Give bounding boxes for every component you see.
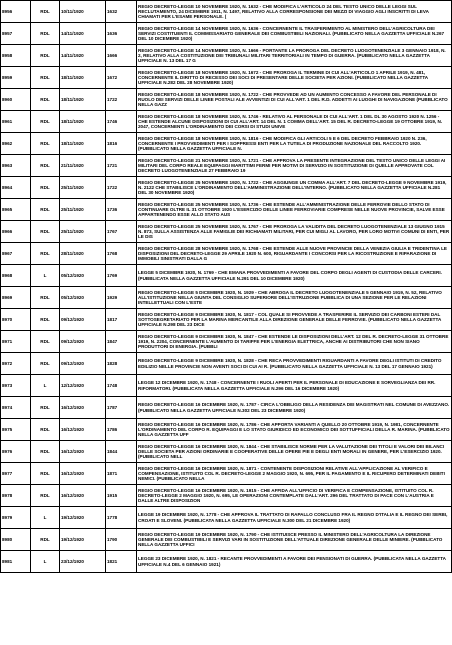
table-row [1, 45, 452, 67]
row-description: REGIO DECRETO-LEGGE 16 DICEMBRE 1920, N. 1844 - CHE STABILISCE NORME PER LA VALUTAZIONE DEI TITOLI E VALORI DEI BILANCI DELLE SOCIETA PER AZIONI ORDINARIE E COOPERATIVE DELLE OPERE PIE E DEGLI ENTI MORALI IN GENERE, PER L'ESERCIZIO 1920. (PUBBLICATO NELL [137, 441, 452, 463]
row-number: 1929 [106, 287, 137, 309]
row-date: 19/12/1920 [60, 529, 106, 551]
row-type: RDL [31, 133, 60, 155]
row-number: 1871 [106, 463, 137, 485]
row-type: RDL [31, 45, 60, 67]
row-type: RDL [31, 331, 60, 353]
row-date: 14/11/1920 [60, 45, 106, 67]
table-row [1, 23, 452, 45]
row-id: 8962 [1, 133, 31, 155]
row-id: 8956 [1, 1, 31, 23]
table-row [1, 441, 452, 463]
row-date: 10/11/1920 [60, 1, 106, 23]
row-type: RDL [31, 419, 60, 441]
row-id: 8974 [1, 397, 31, 419]
row-id: 8978 [1, 485, 31, 507]
row-number: 1722 [106, 89, 137, 111]
row-description: REGIO DECRETO-LEGGE 25 NOVEMBRE 1920, N. 1722 - CHE AGGIUNGE UN COMMA ALL'ART. 7 DEL DECRETO-LEGGE 9 NOVEMBRE 1919, N. 2122 CHE STABILISCE L'ORDINAMENTO DELL'AMMINISTRAZIONE DELL'INTERNO. (PUBBLICATO NELLA GAZZETTA UFFICIALE N.281 DEL 30 NOVEMBRE 1920) [137, 177, 452, 199]
row-type: RDL [31, 199, 60, 221]
row-description: REGIO DECRETO-LEGGE 10 NOVEMBRE 1920, N. 1632 - CHE MODIFICA L'ARTICOLO 24 DEL TESTO UNICO DELLE LEGGI SUL RECLUTAMENTO, 24 DICEMBRE 1911, N. 1497, RELATIVO ALLA CORRESPONSIONE DEI MEZZI DI VIAGGIO AGLI INSCRITTI DI LEVA CHIAMATI PER L'ESAME PERSONALE. ( [137, 1, 452, 23]
row-description: REGIO DECRETO-LEGGE 28 NOVEMBRE 1920, N. 1768 - CHE ESTENDE ALLE NUOVE PROVINCIE DELLA VENEZIA GIULIA E TRIDENTINA LE DISPOSIZIONI DEL DECRETO-LEGGE 29 APRILE 1920 N. 600, RIGUARDANTE I CONCORSI PER LA RICOSTRUZIONE E RIPARAZIONE DI IMMOBILI SINISTRATI DALLA G [137, 243, 452, 265]
row-type: RDL [31, 353, 60, 375]
row-type: L [31, 375, 60, 397]
row-date: 09/12/1920 [60, 353, 106, 375]
row-type: RDL [31, 485, 60, 507]
row-date: 09/12/1920 [60, 331, 106, 353]
table-row [1, 199, 452, 221]
row-id: 8969 [1, 287, 31, 309]
row-type: RDL [31, 309, 60, 331]
row-number: 1769 [106, 265, 137, 287]
row-date: 14/11/1920 [60, 23, 106, 45]
row-description: REGIO DECRETO-LEGGE 16 DICEMBRE 1920, N. 1915 - CHE AFFIDA ALL'UFFICIO DI VERIFICA E COMPENSAZIONE, ISTITUITO COL R. DECRETO-LEGGE 2 MAGGIO 1920, N. 695, LE OPERAZIONI CONTEMPLATE DALL'ART. 296 DEL TRATTATO DI PACE CON L'AUSTRIA E DALLE ALTRE DISPOSIZION [137, 485, 452, 507]
row-type: RDL [31, 243, 60, 265]
row-description: REGIO DECRETO-LEGGE 9 DICEMBRE 1920, N. 1817 - COL QUALE SI PROVVEDE A TRASFERIRE IL SERVIZIO DEI CARBONI ESTERI DAL SOTTOSEGRETARIATO PER LA MARINA MERCANTILE ALLA DIREZIONE GENERALE DELLE FERROVIE. (PUBBLICATO NELLA GAZZETTA UFFICIALE N.298 DEL 23 DICE [137, 309, 452, 331]
row-type: RDL [31, 529, 60, 551]
row-id: 8972 [1, 353, 31, 375]
row-date: 05/12/1920 [60, 287, 106, 309]
row-type: L [31, 265, 60, 287]
row-number: 1787 [106, 397, 137, 419]
table-row [1, 133, 452, 155]
row-date: 16/12/1920 [60, 441, 106, 463]
table-row [1, 419, 452, 441]
row-id: 8976 [1, 441, 31, 463]
row-description: REGIO DECRETO-LEGGE 25 NOVEMBRE 1920, N. 1767 - CHE PROROGA LA VALIDITA DEL DECRETO LUOGOTENENZIALE 13 GIUGNO 1915 N. 873, SULLA ASSISTENZA ALLE FAMIGLIE DEI RICHIAMATI MILITARI, PER CUI MIGLI AL LAVORO, PER LORO MOTIVI COMUNI DI ENTI, PER LE DIS [137, 221, 452, 243]
table-row [1, 485, 452, 507]
row-description: REGIO DECRETO-LEGGE 18 NOVEMBRE 1920, N. 1746 - RELATIVO AL PERSONALE DI CUI ALL'ART. 1 DEL DL 30 AGOSTO 1920 N. 1256 - CHE ESTENDE ALCUNE DISPOSIZIONI DI CUI ALL'ART. 14 DEL N. 1 COMMA DELL'ART. 15 DEL R. DECRETO-LEGGE 19 OTTOBRE 1919, N. 2047, CONCERNENTI L'ORDINAMENTO DEI CORSI DI STUDI UNIVE [137, 111, 452, 133]
row-id: 8959 [1, 67, 31, 89]
row-id: 8960 [1, 89, 31, 111]
row-number: 1828 [106, 353, 137, 375]
row-number: 1821 [106, 551, 137, 573]
table-body [1, 1, 452, 573]
row-date: 16/12/1920 [60, 397, 106, 419]
row-id: 8975 [1, 419, 31, 441]
row-date: 25/11/1920 [60, 221, 106, 243]
table-row [1, 375, 452, 397]
row-date: 21/11/1920 [60, 155, 106, 177]
row-id: 8980 [1, 529, 31, 551]
row-number: 1817 [106, 309, 137, 331]
row-number: 1636 [106, 23, 137, 45]
row-number: 1844 [106, 441, 137, 463]
row-number: 1768 [106, 243, 137, 265]
row-date: 18/11/1920 [60, 111, 106, 133]
row-id: 8966 [1, 221, 31, 243]
row-date: 25/11/1920 [60, 199, 106, 221]
row-type: RDL [31, 155, 60, 177]
table-row [1, 265, 452, 287]
table-row [1, 353, 452, 375]
table-row [1, 1, 452, 23]
row-date: 16/12/1920 [60, 419, 106, 441]
row-date: 18/11/1920 [60, 89, 106, 111]
row-id: 8965 [1, 199, 31, 221]
row-number: 1790 [106, 529, 137, 551]
row-date: 19/12/1920 [60, 507, 106, 529]
row-id: 8971 [1, 331, 31, 353]
row-number: 1816 [106, 133, 137, 155]
row-date: 18/11/1920 [60, 133, 106, 155]
row-type: RDL [31, 441, 60, 463]
row-id: 8957 [1, 23, 31, 45]
row-number: 1767 [106, 221, 137, 243]
row-id: 8964 [1, 177, 31, 199]
row-number: 1736 [106, 199, 137, 221]
row-description: REGIO DECRETO-LEGGE 18 NOVEMBRE 1920, N. 1672 - CHE PROROGA IL TERMINE DI CUI ALL'ARTICOLO 1 APRILE 1919, N. 481, CONCERNENTE IL DIRITTO DI RECESSO DEI SOCI DI PRESENTARE DELLE SOCIETA PER AZIONI. (PUBBLICATO NELLA GAZZETTA UFFICIALE N.282 DEL 28 NOVEMBRE 1920) [137, 67, 452, 89]
row-description: REGIO DECRETO-LEGGE 18 NOVEMBRE 1920, N. 1816 - CHE MODIFICA GLI ARTICOLI 5 E 6 DEL DECRETO FEBBRAIO 1920 N. 236, CONCERNENTE I PROVVEDIMENTI PER I SOPPRESSI ENTI PER LA TUTELA DI PRODUZIONE NAZIONALE DEL RACCOLTO 1920. (PUBBLICATO NELLA GAZZETTA UFFICIALE N. [137, 133, 452, 155]
row-type: RDL [31, 177, 60, 199]
row-description: REGIO DECRETO-LEGGE 16 DICEMBRE 1920, N. 1787 - CIRCA L'OBBLIGO DELLA RESIDENZA DEI MAGISTRATI NEL COMUNE DI AVEZZANO. (PUBBLICATO NELLA GAZZETTA UFFICIALE N.302 DEL 23 DICEMBRE 1920) [137, 397, 452, 419]
row-date: 16/12/1920 [60, 485, 106, 507]
row-type: RDL [31, 89, 60, 111]
row-description: REGIO DECRETO-LEGGE 18 NOVEMBRE 1920, N. 1722 - CHE PROVVEDE AD UN AUMENTO CONCESSO A FAVORE DEL PERSONALE DI RUOLO DEI SERVIZI DELLE LINEE POSTALI ALE AVVENTIZI DI CUI ALL'ART. 1 DEL R.D. ADDETTI AI LUOGHI DI NAVIGAZIONE (PUBBLICATO NELLA GAZZ [137, 89, 452, 111]
row-number: 1721 [106, 155, 137, 177]
row-type: L [31, 551, 60, 573]
row-date: 12/12/1920 [60, 375, 106, 397]
row-id: 8967 [1, 243, 31, 265]
row-date: 25/11/1920 [60, 177, 106, 199]
row-id: 8961 [1, 111, 31, 133]
row-description: REGIO DECRETO-LEGGE 19 DICEMBRE 1920, N. 1790 - CHE ISTITUISCE PRESSO IL MINISTERO DELL'AGRICOLTURA LA DIREZIONE GENERALE DEI COMBUSTIBILI E SERVIZI VARI IN SOSTITUZIONE DELL'ATTUALE DIREZIONE GENERALE DELLE MINIERE. (PUBBLICATO NELLA GAZZETTA UFFICI [137, 529, 452, 551]
table-row [1, 309, 452, 331]
row-date: 23/12/1920 [60, 551, 106, 573]
row-type: L [31, 507, 60, 529]
row-number: 1746 [106, 111, 137, 133]
row-number: 1786 [106, 419, 137, 441]
row-number: 1666 [106, 45, 137, 67]
table-row [1, 287, 452, 309]
row-type: RDL [31, 1, 60, 23]
row-number: 1722 [106, 177, 137, 199]
table-row [1, 111, 452, 133]
row-type: RDL [31, 221, 60, 243]
table-row [1, 551, 452, 573]
table-row [1, 177, 452, 199]
table-row [1, 529, 452, 551]
row-type: RDL [31, 397, 60, 419]
table-row [1, 331, 452, 353]
table-row [1, 221, 452, 243]
row-id: 8970 [1, 309, 31, 331]
row-description: REGIO DECRETO-LEGGE 5 DICEMBRE 1920, N. 1929 - CHE ABROGA IL DECRETO LUOGOTENENZIALE 5 GENNAIO 1919, N. 52, RELATIVO ALL'ISTITUZIONE NELLA GIUNTA DEL CONSIGLIO SUPERIORE DELL'ISTRUZIONE PUBBLICA DI UNA SEZIONE PER LE RELAZIONI INTELLETTUALI CON L'ESTE [137, 287, 452, 309]
row-description: REGIO DECRETO-LEGGE 16 DICEMBRE 1920, N. 1871 - CONTENENTE DISPOSIZIONI RELATIVE ALL'APPLICAZIONE AL VERIFICO E COMPENSAZIONE, ISTITUITO COL R. DECRETO-LEGGE 2 MAGGIO 1920, N. 695, PER IL PAGAMENTO E IL RICUPERO DETERMINATI DEBITI NEMICI. (PUBBLICATO NELLA [137, 463, 452, 485]
row-number: 1847 [106, 331, 137, 353]
row-date: 18/11/1920 [60, 67, 106, 89]
row-number: 1748 [106, 375, 137, 397]
row-date: 09/12/1920 [60, 309, 106, 331]
row-id: 8958 [1, 45, 31, 67]
row-number: 1672 [106, 67, 137, 89]
row-description: LEGGE 5 DICEMBRE 1920, N. 1769 - CHE EMANA PROVVEDIMENTI A FAVORE DEL CORPO DEGLI AGENTI DI CUSTODIA DELLE CARCERI. (PUBBLICATA NELLA GAZZETTA UFFICIALE N.291 DEL 10 DICEMBRE 1920) [137, 265, 452, 287]
row-type: RDL [31, 67, 60, 89]
row-type: RDL [31, 111, 60, 133]
row-description: REGIO DECRETO-LEGGE 9 DICEMBRE 1920, N. 1847 - CHE ESTENDE LE DISPOSIZIONI DELL'ART. 12 DEL R. DECRETO-LEGGE 31 OTTOBRE 1919, N. 2204, CONCERNENTE L'AUMENTO DI TARIFFE PER L'ENERGIA ELETTRICA, ANCHE AI DISTRIBUTORI CHE NON SIANO PRODUTTORI DI ENERGIA. (PUBBLI [137, 331, 452, 353]
table-row [1, 463, 452, 485]
row-id: 8968 [1, 265, 31, 287]
table-row [1, 243, 452, 265]
row-description: REGIO DECRETO-LEGGE 14 NOVEMBRE 1920, N. 1636 - CONCERNENTE IL TRASFERIMENTO AL MINISTERO DELL'AGRICOLTURA DEI SERVIZI COSTITUENTI IL COMMISSARIATO GENERALE DEI COMBUSTIBILI NAZIONALI. (PUBBLICATO NELLA GAZZETTA UFFICIALE N.267 DEL 10 DICEMBRE 1920) [137, 23, 452, 45]
row-description: REGIO DECRETO-LEGGE 9 DICEMBRE 1920, N. 1828 - CHE RECA PROVVEDIMENTI RIGUARDANTI A FAVORE DEGLI ISTITUTI DI CREDITO EDILIZIO NELLE PROVINCIE NON AVENTI SOCI DI CUI AI R. (PUBBLICATO NELLA GAZZETTA UFFICIALE N. 13 DEL 17 GENNAIO 1921) [137, 353, 452, 375]
table-row [1, 507, 452, 529]
row-description: REGIO DECRETO-LEGGE 21 NOVEMBRE 1920, N. 1721 - CHE APPROVA LA PRESENTE INTEGRAZIONE DEL TESTO UNICO DELLE LEGGI AI MILITARI DEL CORPO REALE EQUIPAGGI MARITTIMI FERMI PER MOTIVI DI SERVIZIO IN SOSTITUZIONE DI QUELLE APPROVATE COL DECRETO LUOGOTENENZIALE 27 FEBBRAIO 19 [137, 155, 452, 177]
table-row [1, 397, 452, 419]
row-number: 1778 [106, 507, 137, 529]
row-number: 1632 [106, 1, 137, 23]
row-id: 8979 [1, 507, 31, 529]
row-description: LEGGE 23 DICEMBRE 1920, N. 1821 - RECANTE PROVVEDIMENTI A FAVORE DEI PENSIONATI DI GUERRA. (PUBBLICATA NELLA GAZZETTA UFFICIALE N.4 DEL 6 GENNAIO 1921) [137, 551, 452, 573]
row-date: 28/11/1920 [60, 243, 106, 265]
row-number: 1915 [106, 485, 137, 507]
table-row [1, 89, 452, 111]
row-id: 8963 [1, 155, 31, 177]
row-id: 8981 [1, 551, 31, 573]
row-description: LEGGE 19 DICEMBRE 1920, N. 1778 - CHE APPROVA IL TRATTATO DI RAPALLO CONCLUSO FRA IL REGNO D'ITALIA E IL REGNO DEI SERBI, CROATI E SLOVENI. (PUBBLICATA NELLA GAZZETTA UFFICIALE N.300 DEL 21 DICEMBRE 1920) [137, 507, 452, 529]
row-date: 16/12/1920 [60, 463, 106, 485]
table-row [1, 67, 452, 89]
row-description: LEGGE 12 DICEMBRE 1920, N. 1748 - CONCERNENTE I RUOLI APERTI PER IL PERSONALE DI EDUCAZIONE E SORVEGLIANZA DEI RR. RIFORMATORI. (PUBBLICATA NELLA GAZZETTA UFFICIALE N.296 DEL 16 DICEMBRE 1920) [137, 375, 452, 397]
row-type: RDL [31, 463, 60, 485]
row-date: 05/12/1920 [60, 265, 106, 287]
row-type: RDL [31, 23, 60, 45]
row-id: 8977 [1, 463, 31, 485]
row-id: 8973 [1, 375, 31, 397]
row-description: REGIO DECRETO-LEGGE 14 NOVEMBRE 1920, N. 1666 - PORTANTE LA PROROGA DEL DECRETO LUOGOTENENZIALE 3 GENNAIO 1918, N. 2, RELATIVO ALLA COSTITUZIONE DEI TRIBUNALI MILITARI TERRITORIALI IN TEMPO DI GUERRA. (PUBBLICATO NELLA GAZZETTA UFFICIALE N. 13 DEL 17 G [137, 45, 452, 67]
row-description: REGIO DECRETO-LEGGE 25 NOVEMBRE 1920, N. 1736 - CHE ESTENDE ALL'AMMINISTRAZIONE DELLE FERROVIE DELLO STATO DI CONTINUARE OLTRE IL 31 OTTOBRE 1920 L'ESERCIZIO DELLE LINEE FERROVIARIE COMPRESE NELLE NUOVE PROVINCIE, SALVE ESSE APPARTENENDO ESSE ALLO STATO AUS [137, 199, 452, 221]
table-row [1, 155, 452, 177]
row-description: REGIO DECRETO-LEGGE 16 DICEMBRE 1920, N. 1786 - CHE APPORTA VARIANTI A QUELLO 20 OTTOBRE 1919, N. 1981, CONCERNENTE L'ORDINAMENTO DEL CORPO R. EQUIPAGGI E LO STATO GIURIDICO ED ECONOMICO DEI SOTTUFFICIALI DELLA R. MARINA. (PUBBLICATO NELLA GAZZETTA UFF [137, 419, 452, 441]
row-type: RDL [31, 287, 60, 309]
